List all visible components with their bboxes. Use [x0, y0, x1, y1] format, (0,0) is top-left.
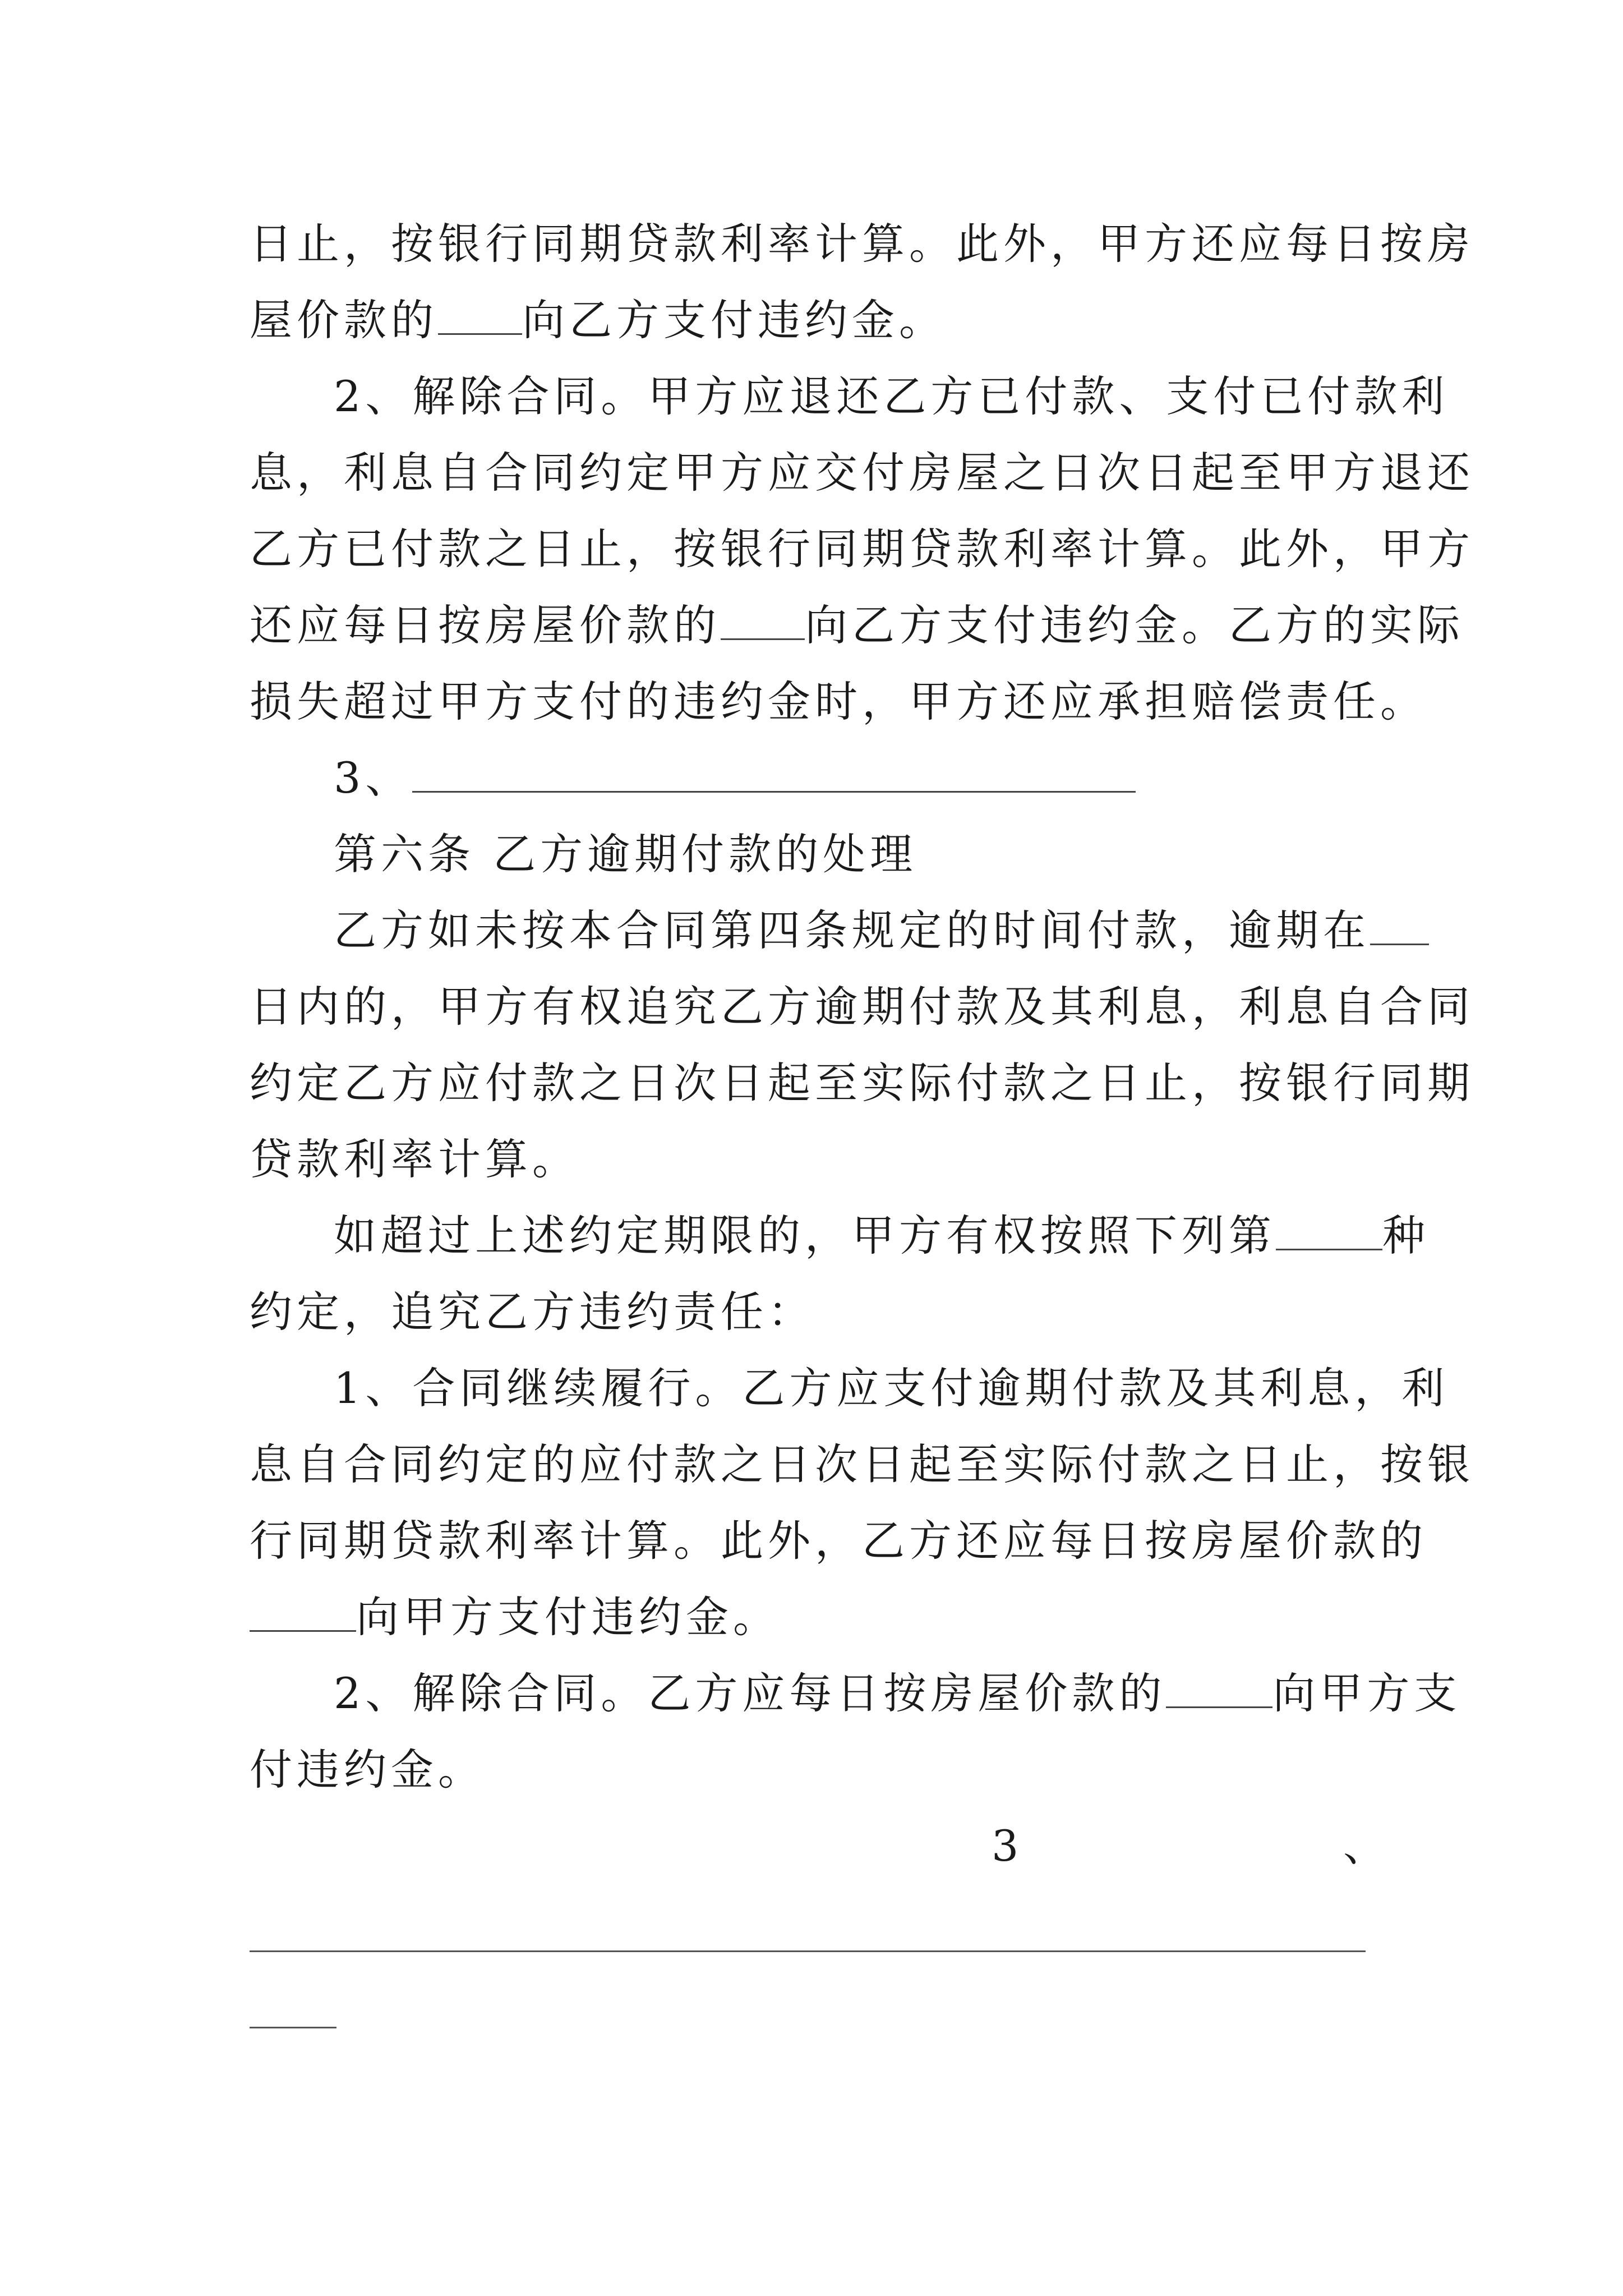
paragraph-line: 如超过上述约定期限的，甲方有权按照下列第 种: [334, 1211, 1430, 1260]
paragraph-line: 日内的，甲方有权追究乙方逾期付款及其利息，利息自合同: [250, 982, 1474, 1032]
fill-in-blank: [438, 300, 522, 335]
section-heading: 第六条 乙方逾期付款的处理: [334, 829, 917, 879]
fill-in-blank: [412, 757, 1136, 793]
paragraph-line: 还应每日按房屋价款的 向乙方支付违约金。乙方的实际: [250, 600, 1464, 650]
paragraph-line: 行同期贷款利率计算。此外，乙方还应每日按房屋价款的: [250, 1516, 1427, 1566]
paragraph-line: 屋价款的 向乙方支付违约金。: [250, 295, 946, 345]
item-number: 3: [992, 1821, 1019, 1871]
paragraph-line: 2、解除合同。乙方应每日按房屋价款的 向甲方支: [334, 1668, 1461, 1718]
paragraph-line: 向甲方支付违约金。: [250, 1589, 1388, 1645]
fill-in-line: [250, 1950, 1366, 1952]
paragraph-line: 3、: [334, 750, 1388, 806]
paragraph-line: 乙方如未按本合同第四条规定的时间付款，逾期在: [334, 903, 1388, 959]
fill-in-blank: [250, 1596, 356, 1632]
paragraph-line: 日止，按银行同期贷款利率计算。此外，甲方还应每日按房: [250, 219, 1474, 269]
paragraph-line: 1、合同继续履行。乙方应支付逾期付款及其利息，利: [334, 1363, 1449, 1413]
item-separator: 、: [1343, 1821, 1386, 1871]
paragraph-line: 息，利息自合同约定甲方应交付房屋之日次日起至甲方退还: [250, 448, 1474, 498]
paragraph-line: 贷款利率计算。: [250, 1134, 579, 1184]
paragraph-line: 约定，追究乙方违约责任：: [250, 1287, 815, 1337]
fill-in-blank: [1276, 1215, 1382, 1250]
paragraph-line: 息自合同约定的应付款之日次日起至实际付款之日止，按银: [250, 1439, 1474, 1489]
fill-in-line: [250, 2027, 336, 2028]
fill-in-blank: [1370, 910, 1429, 945]
paragraph-line: 损失超过甲方支付的违约金时，甲方还应承担赔偿责任。: [250, 677, 1427, 726]
paragraph-line: 乙方已付款之日止，按银行同期贷款利率计算。此外，甲方: [250, 524, 1474, 574]
paragraph-line: 付违约金。: [250, 1745, 485, 1795]
paragraph-line: 约定乙方应付款之日次日起至实际付款之日止，按银行同期: [250, 1058, 1474, 1108]
paragraph-line: 2、解除合同。甲方应退还乙方已付款、支付已付款利: [334, 371, 1449, 421]
fill-in-blank: [1166, 1673, 1272, 1708]
fill-in-blank: [721, 605, 805, 640]
